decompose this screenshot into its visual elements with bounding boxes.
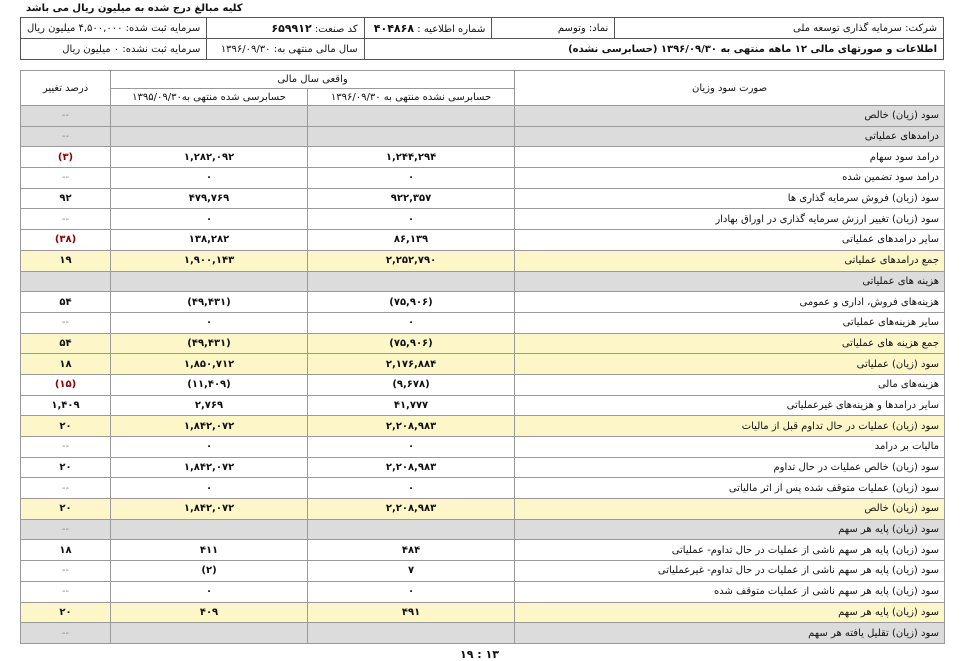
current-year-value: (۹,۶۷۸) (308, 374, 515, 395)
change-percent: ۲۰ (21, 499, 111, 520)
change-percent: ۱۹ (21, 250, 111, 271)
change-percent: ۲۰ (21, 416, 111, 437)
prior-year-value: ۰ (111, 581, 308, 602)
change-percent: -- (21, 312, 111, 333)
row-label: سود (زیان) عملیات در حال تداوم قبل از مالیات (515, 416, 945, 437)
prior-year-value: ۰ (111, 478, 308, 499)
table-row (21, 416, 945, 437)
table-row (21, 602, 945, 623)
prior-year-value: ۰ (111, 209, 308, 230)
row-label: سود (زیان) پایه هر سهم ناشی از عملیات در حال تداوم- غیرعملیاتی (515, 561, 945, 582)
current-year-value: ۰ (308, 478, 515, 499)
table-row (21, 354, 945, 375)
industry-code: ۶۵۹۹۱۲ (271, 21, 312, 35)
change-percent: ۱۸ (21, 354, 111, 375)
prior-year-value: (۲) (111, 561, 308, 582)
current-year-value: ۱,۲۴۴,۲۹۴ (308, 147, 515, 168)
company-label: شرکت: (905, 22, 937, 34)
industry-code-label: کد صنعت: (314, 23, 358, 35)
current-year-value (308, 106, 515, 127)
change-percent: -- (21, 437, 111, 458)
column-group-actual-fiscal-year: واقعی سال مالی (111, 71, 515, 89)
table-row (21, 292, 945, 313)
current-year-value: ۲,۱۷۶,۸۸۴ (308, 354, 515, 375)
change-percent: (۳۸) (21, 230, 111, 251)
row-label: سود (زیان) تقلیل یافته هر سهم (515, 623, 945, 644)
company-cell (615, 18, 944, 39)
table-row (21, 519, 945, 540)
change-percent: -- (21, 478, 111, 499)
prior-year-value: ۱,۸۵۰,۷۱۲ (111, 354, 308, 375)
table-row (21, 437, 945, 458)
prior-year-value: ۴۰۹ (111, 602, 308, 623)
change-percent: ۱۸ (21, 540, 111, 561)
table-row (21, 561, 945, 582)
row-label: هزینه های عملیاتی (515, 271, 945, 292)
prior-year-value: ۰ (111, 168, 308, 189)
column-header-current-year: حسابرسی نشده منتهی به ۱۳۹۶/۰۹/۳۰ (308, 89, 515, 106)
row-label: هزینه‌های فروش، اداری و عمومی (515, 292, 945, 313)
change-percent: ۲۰ (21, 602, 111, 623)
prior-year-value (111, 271, 308, 292)
row-label: سود (زیان) خالص عملیات در حال تداوم (515, 457, 945, 478)
capital-registered-label: سرمایه ثبت شده: (125, 22, 201, 34)
table-row (21, 499, 945, 520)
change-percent: -- (21, 209, 111, 230)
row-label: درامد سود سهام (515, 147, 945, 168)
row-label: سود (زیان) پایه هر سهم (515, 519, 945, 540)
current-year-value: ۲,۲۵۲,۷۹۰ (308, 250, 515, 271)
prior-year-value: ۴۱۱ (111, 540, 308, 561)
change-percent: -- (21, 126, 111, 147)
table-row (21, 126, 945, 147)
current-year-value: ۰ (308, 312, 515, 333)
row-label: جمع درامدهای عملیاتی (515, 250, 945, 271)
change-percent: -- (21, 581, 111, 602)
table-row (21, 374, 945, 395)
current-year-value: ۰ (308, 581, 515, 602)
column-header-change-percent: درصد تغییر (21, 71, 111, 106)
prior-year-value (111, 623, 308, 644)
change-percent: -- (21, 168, 111, 189)
row-label: سود (زیان) خالص (515, 106, 945, 127)
notice-label: شماره اطلاعیه : (417, 23, 486, 35)
row-label: سود (زیان) عملیاتی (515, 354, 945, 375)
row-label: سود (زیان) خالص (515, 499, 945, 520)
table-row (21, 333, 945, 354)
change-percent: -- (21, 519, 111, 540)
current-year-value: ۷ (308, 561, 515, 582)
current-year-value (308, 126, 515, 147)
current-year-value: ۹۲۲,۳۵۷ (308, 188, 515, 209)
current-year-value: (۷۵,۹۰۶) (308, 333, 515, 354)
income-statement-table (20, 70, 945, 644)
table-row (21, 147, 945, 168)
current-year-value: ۴۹۱ (308, 602, 515, 623)
row-label: درامدهای عملیاتی (515, 126, 945, 147)
change-percent: ۲۰ (21, 457, 111, 478)
table-row (21, 457, 945, 478)
current-year-value: ۰ (308, 209, 515, 230)
change-percent: ۵۴ (21, 333, 111, 354)
report-header (20, 17, 944, 60)
report-title: اطلاعات و صورتهای مالی ۱۲ ماهه منتهی به ۱۳۹۶/۰۹/۳۰ (حسابرسی نشده) (364, 39, 943, 60)
prior-year-value: ۰ (111, 437, 308, 458)
prior-year-value: ۱,۸۴۲,۰۷۲ (111, 457, 308, 478)
prior-year-value (111, 519, 308, 540)
row-label: جمع هزینه های عملیاتی (515, 333, 945, 354)
prior-year-value: ۱,۹۰۰,۱۴۳ (111, 250, 308, 271)
current-year-value: (۷۵,۹۰۶) (308, 292, 515, 313)
company-name: سرمایه گذاری توسعه ملی (793, 22, 902, 34)
table-row (21, 209, 945, 230)
row-label: هزینه‌های مالی (515, 374, 945, 395)
table-row (21, 540, 945, 561)
table-row (21, 250, 945, 271)
prior-year-value: ۴۷۹,۷۶۹ (111, 188, 308, 209)
amount-unit-note: کلیه مبالغ درج شده به میلیون ریال می باشد (26, 3, 243, 14)
table-row (21, 188, 945, 209)
symbol-cell (492, 18, 615, 39)
current-year-value: ۲,۲۰۸,۹۸۳ (308, 499, 515, 520)
prior-year-value: ۱,۲۸۲,۰۹۲ (111, 147, 308, 168)
prior-year-value: (۴۹,۴۳۱) (111, 333, 308, 354)
current-year-value: ۰ (308, 437, 515, 458)
change-percent: -- (21, 623, 111, 644)
table-row (21, 168, 945, 189)
change-percent: ۱,۴۰۹ (21, 395, 111, 416)
row-label: سود (زیان) تغییر ارزش سرمایه گذاری در اوراق بهادار (515, 209, 945, 230)
statement-rows (21, 106, 945, 644)
notice-cell (364, 18, 492, 39)
capital-unregistered-cell (21, 39, 207, 60)
fiscal-year-end: ۱۳۹۶/۰۹/۳۰ (220, 43, 271, 55)
row-label: مالیات بر درامد (515, 437, 945, 458)
current-year-value: ۰ (308, 168, 515, 189)
change-percent: (۱۵) (21, 374, 111, 395)
column-header-statement: صورت سود وزیان (515, 71, 945, 106)
fiscal-year-label: سال مالی منتهی به: (273, 43, 358, 55)
page-number: ۱۹ : ۱۳ (460, 648, 499, 661)
table-row (21, 312, 945, 333)
change-percent: ۹۲ (21, 188, 111, 209)
table-row (21, 478, 945, 499)
fiscal-year-cell (207, 39, 364, 60)
row-label: سود (زیان) عملیات متوقف شده پس از اثر مالیاتی (515, 478, 945, 499)
current-year-value: ۲,۲۰۸,۹۸۳ (308, 416, 515, 437)
change-percent: -- (21, 561, 111, 582)
current-year-value: ۴۱,۷۷۷ (308, 395, 515, 416)
prior-year-value (111, 106, 308, 127)
change-percent: (۳) (21, 147, 111, 168)
table-row (21, 623, 945, 644)
prior-year-value: ۱,۸۴۲,۰۷۲ (111, 499, 308, 520)
prior-year-value: ۲,۷۶۹ (111, 395, 308, 416)
row-label: سود (زیان) فروش سرمایه گذاری ها (515, 188, 945, 209)
table-row (21, 581, 945, 602)
symbol-label: نماد: (588, 22, 609, 34)
capital-unregistered-value: ۰ میلیون ریال (62, 43, 120, 55)
change-percent (21, 271, 111, 292)
table-row (21, 230, 945, 251)
capital-unregistered-label: سرمایه ثبت نشده: (122, 43, 201, 55)
current-year-value: ۸۶,۱۳۹ (308, 230, 515, 251)
row-label: درامد سود تضمین شده (515, 168, 945, 189)
prior-year-value: (۱۱,۴۰۹) (111, 374, 308, 395)
row-label: سود (زیان) پایه هر سهم ناشی از عملیات متوقف شده (515, 581, 945, 602)
change-percent: ۵۴ (21, 292, 111, 313)
row-label: سایر درامدها و هزینه‌های غیرعملیاتی (515, 395, 945, 416)
capital-registered-cell (21, 18, 207, 39)
prior-year-value: ۱,۸۴۲,۰۷۲ (111, 416, 308, 437)
capital-registered-value: ۴,۵۰۰,۰۰۰ میلیون ریال (27, 22, 123, 34)
row-label: سود (زیان) پایه هر سهم ناشی از عملیات در حال تداوم- عملیاتی (515, 540, 945, 561)
current-year-value: ۲,۲۰۸,۹۸۳ (308, 457, 515, 478)
current-year-value (308, 623, 515, 644)
current-year-value: ۴۸۴ (308, 540, 515, 561)
table-row (21, 271, 945, 292)
industry-code-cell (207, 18, 364, 39)
prior-year-value: ۱۳۸,۲۸۲ (111, 230, 308, 251)
current-year-value (308, 271, 515, 292)
column-header-prior-year: حسابرسی شده منتهی به۱۳۹۵/۰۹/۳۰ (111, 89, 308, 106)
change-percent: -- (21, 106, 111, 127)
table-row (21, 395, 945, 416)
row-label: سود (زیان) پایه هر سهم (515, 602, 945, 623)
current-year-value (308, 519, 515, 540)
notice-number: ۴۰۴۸۶۸ (373, 21, 415, 35)
row-label: سایر درامدهای عملیاتی (515, 230, 945, 251)
symbol-value: وتوسم (557, 22, 586, 34)
prior-year-value: (۴۹,۴۳۱) (111, 292, 308, 313)
table-row (21, 106, 945, 127)
prior-year-value (111, 126, 308, 147)
row-label: سایر هزینه‌های عملیاتی (515, 312, 945, 333)
prior-year-value: ۰ (111, 312, 308, 333)
